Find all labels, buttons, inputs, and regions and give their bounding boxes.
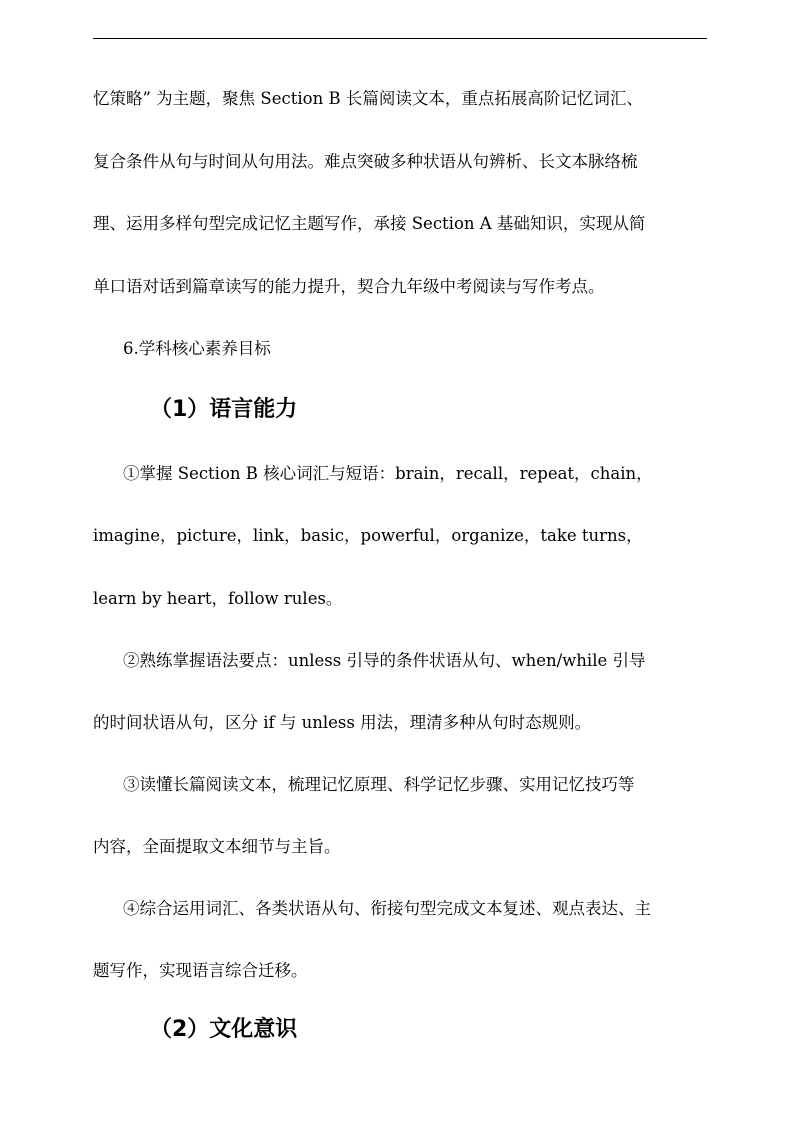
paragraph-line: 忆策略” 为主题，聚焦 Section B 长篇阅读文本，重点拓展高阶记忆词汇、 bbox=[93, 89, 643, 108]
heading-cultural-awareness: （2）文化意识 bbox=[150, 1017, 298, 1042]
list-item-line: imagine，picture，link，basic，powerful，organize，take turns， bbox=[93, 526, 643, 545]
heading-language-ability: （1）语言能力 bbox=[150, 397, 298, 422]
paragraph-line: 理、运用多样句型完成记忆主题写作，承接 Section A 基础知识，实现从简 bbox=[93, 214, 646, 233]
list-item-line: 内容，全面提取文本细节与主旨。 bbox=[93, 837, 341, 856]
list-item-line: ④综合运用词汇、各类状语从句、衔接句型完成文本复述、观点表达、主 bbox=[123, 899, 651, 918]
header-rule bbox=[93, 38, 707, 39]
list-item-line: learn by heart，follow rules。 bbox=[93, 589, 343, 608]
paragraph-line: 复合条件从句与时间从句用法。难点突破多种状语从句辨析、长文本脉络梳 bbox=[93, 152, 638, 171]
list-item-line: ①掌握 Section B 核心词汇与短语：brain，recall，repeat，chain， bbox=[123, 464, 653, 483]
section-title: 6.学科核心素养目标 bbox=[123, 339, 271, 358]
paragraph-line: 单口语对话到篇章读写的能力提升，契合九年级中考阅读与写作考点。 bbox=[93, 277, 605, 296]
list-item-line: ②熟练掌握语法要点：unless 引导的条件状语从句、when/while 引导 bbox=[123, 651, 646, 670]
list-item-line: 题写作，实现语言综合迁移。 bbox=[93, 961, 308, 980]
list-item-line: 的时间状语从句，区分 if 与 unless 用法，理清多种从句时态规则。 bbox=[93, 713, 592, 732]
list-item-line: ③读懂长篇阅读文本，梳理记忆原理、科学记忆步骤、实用记忆技巧等 bbox=[123, 775, 635, 794]
